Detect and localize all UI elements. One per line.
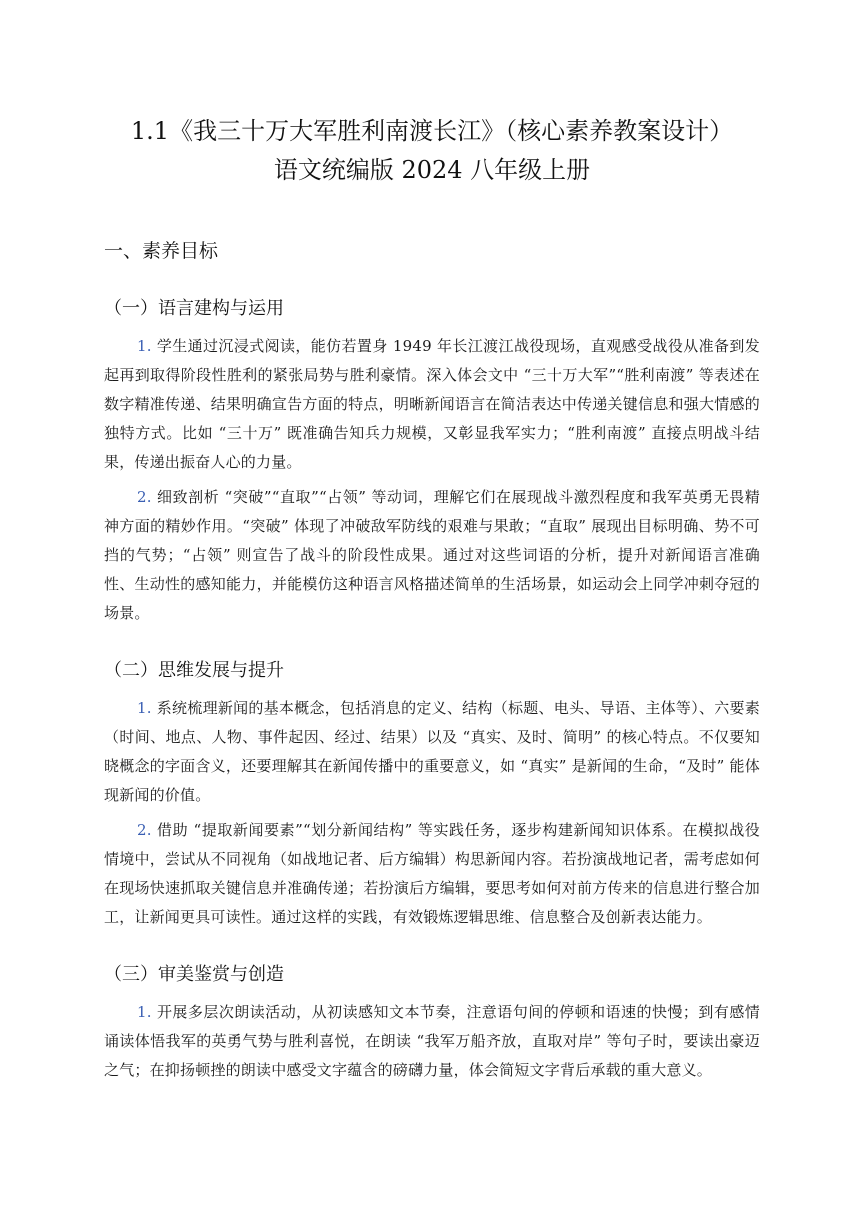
paragraph [104, 332, 760, 477]
title-line-1: 1.1《我三十万大军胜利南渡长江》（核心素养教案设计） [130, 117, 734, 145]
section-heading: 一、素养目标 [104, 240, 219, 262]
paragraph [104, 694, 760, 810]
item-number: 1. [137, 337, 152, 355]
paragraph [104, 816, 760, 932]
paragraph-text: 借助 “提取新闻要素”“划分新闻结构” 等实践任务，逐步构建新闻知识体系。在模拟战役情境中，尝试从不同视角（如战地记者、后方编辑）构思新闻内容。若扮演战地记者，需考虑如何在现场快速抓取关键信息并准确传递；若扮演后方编辑，要思考如何对前方传来的信息进行整合加工，让新闻更具可读性。通过这样的实践，有效锻炼逻辑思维、信息整合及创新表达能力。 [104, 821, 760, 926]
paragraph-text: 细致剖析 “突破”“直取”“占领” 等动词，理解它们在展现战斗激烈程度和我军英勇无畏精神方面的精妙作用。“突破” 体现了冲破敌军防线的艰难与果敢；“直取” 展现出目标明确、势不可挡的气势；“占领” 则宣告了战斗的阶段性成果。通过对这些词语的分析，提升对新闻语言准确性、生动性的感知能力，并能模仿这种语言风格描述简单的生活场景，如运动会上同学冲刺夺冠的场景。 [104, 488, 760, 622]
paragraph-text: 系统梳理新闻的基本概念，包括消息的定义、结构（标题、电头、导语、主体等）、六要素（时间、地点、人物、事件起因、经过、结果）以及 “真实、及时、简明” 的核心特点。不仅要知晓概念的字面含义，还要理解其在新闻传播中的重要意义，如 “真实” 是新闻的生命，“及时” 能体现新闻的价值。 [104, 699, 760, 804]
paragraph [104, 483, 760, 628]
document-title [104, 112, 760, 190]
paragraph [104, 998, 760, 1085]
item-number: 2. [137, 821, 152, 839]
paragraph-text: 开展多层次朗读活动，从初读感知文本节奏，注意语句间的停顿和语速的快慢；到有感情诵读体悟我军的英勇气势与胜利喜悦，在朗读 “我军万船齐放，直取对岸” 等句子时，要读出豪迈之气；在抑扬顿挫的朗读中感受文字蕴含的磅礴力量，体会简短文字背后承载的重大意义。 [104, 1003, 760, 1079]
item-number: 1. [137, 699, 152, 717]
title-line-2: 语文统编版 2024 八年级上册 [273, 156, 591, 184]
subsection-heading-thinking: （二）思维发展与提升 [104, 660, 284, 681]
item-number: 1. [137, 1003, 152, 1021]
subsection-heading-language: （一）语言建构与运用 [104, 298, 284, 319]
document-page [104, 112, 760, 1091]
item-number: 2. [137, 488, 152, 506]
paragraph-text: 学生通过沉浸式阅读，能仿若置身 1949 年长江渡江战役现场，直观感受战役从准备到发起再到取得阶段性胜利的紧张局势与胜利豪情。深入体会文中 “三十万大军”“胜利南渡” 等表述在数字精准传递、结果明确宣告方面的特点，明晰新闻语言在简洁表达中传递关键信息和强大情感的独特方式。比如 “三十万” 既准确告知兵力规模，又彰显我军实力；“胜利南渡” 直接点明战斗结果，传递出振奋人心的力量。 [104, 337, 760, 471]
subsection-heading-aesthetics: （三）审美鉴赏与创造 [104, 964, 284, 985]
